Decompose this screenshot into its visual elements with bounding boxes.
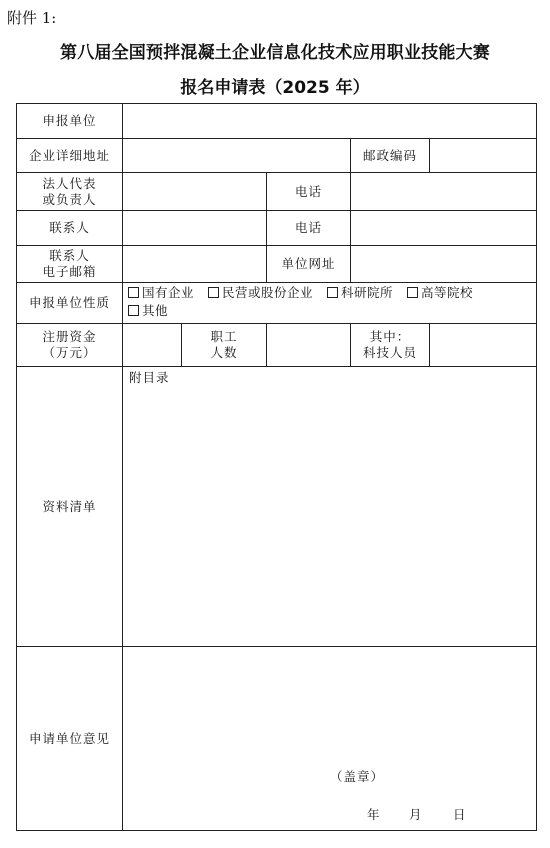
opinion-field[interactable] bbox=[122, 646, 537, 831]
contact-field[interactable] bbox=[122, 210, 267, 246]
website-label: 单位网址 bbox=[266, 245, 351, 283]
form-title-line1: 第八届全国预拌混凝土企业信息化技术应用职业技能大赛 bbox=[60, 43, 490, 63]
form-title-line2: 报名申请表（2025 年） bbox=[180, 78, 370, 98]
unit-type-options bbox=[128, 284, 536, 320]
checkbox-icon[interactable] bbox=[327, 287, 338, 298]
date-year: 年 bbox=[367, 807, 381, 822]
option-other[interactable]: 其他 bbox=[128, 302, 168, 320]
postcode-field[interactable] bbox=[429, 138, 537, 173]
applicant-unit-label: 申报单位 bbox=[16, 103, 123, 139]
capital-field[interactable] bbox=[122, 323, 182, 367]
date-day: 日 bbox=[453, 807, 467, 822]
checkbox-icon[interactable] bbox=[208, 287, 219, 298]
phone-label-2: 电话 bbox=[266, 210, 351, 246]
capital-label: 注册资金 （万元） bbox=[16, 323, 123, 367]
checkbox-icon[interactable] bbox=[128, 305, 139, 316]
website-field[interactable] bbox=[350, 245, 537, 283]
tech-staff-label: 其中： 科技人员 bbox=[350, 323, 430, 367]
address-field[interactable] bbox=[122, 138, 351, 173]
checkbox-icon[interactable] bbox=[128, 287, 139, 298]
phone-label-1: 电话 bbox=[266, 172, 351, 211]
tech-staff-field[interactable] bbox=[429, 323, 537, 367]
option-research-institute[interactable]: 科研院所 bbox=[327, 284, 393, 302]
option-university[interactable]: 高等院校 bbox=[407, 284, 473, 302]
staff-label: 职工 人数 bbox=[181, 323, 267, 367]
seal-text: （盖章） bbox=[330, 769, 385, 784]
option-state-owned[interactable]: 国有企业 bbox=[128, 284, 194, 302]
opinion-label: 申请单位意见 bbox=[16, 646, 123, 831]
option-private[interactable]: 民营或股份企业 bbox=[208, 284, 313, 302]
postcode-label: 邮政编码 bbox=[350, 138, 430, 173]
materials-note: 附目录 bbox=[129, 370, 170, 385]
phone-field-2[interactable] bbox=[350, 210, 537, 246]
contact-label: 联系人 bbox=[16, 210, 123, 246]
contact-email-label: 联系人 电子邮箱 bbox=[16, 245, 123, 283]
date-month: 月 bbox=[409, 807, 423, 822]
address-label: 企业详细地址 bbox=[16, 138, 123, 173]
attachment-label: 附件 1: bbox=[7, 9, 57, 27]
phone-field-1[interactable] bbox=[350, 172, 537, 211]
materials-label: 资料清单 bbox=[16, 366, 123, 647]
applicant-unit-field[interactable] bbox=[122, 103, 537, 139]
legal-rep-label: 法人代表 或负责人 bbox=[16, 172, 123, 211]
checkbox-icon[interactable] bbox=[407, 287, 418, 298]
contact-email-field[interactable] bbox=[122, 245, 267, 283]
legal-rep-field[interactable] bbox=[122, 172, 267, 211]
materials-field[interactable] bbox=[122, 366, 537, 647]
unit-type-label: 申报单位性质 bbox=[16, 282, 123, 324]
staff-field[interactable] bbox=[266, 323, 351, 367]
